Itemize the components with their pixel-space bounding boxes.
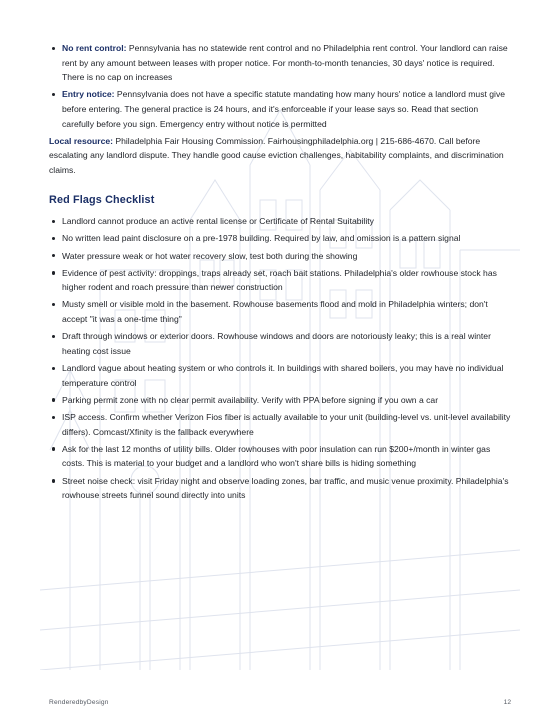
checklist-item: Parking permit zone with no clear permit availability. Verify with PPA before signing if you own a car	[49, 393, 511, 408]
rent-rules-list	[49, 41, 511, 131]
section-heading-red-flags: Red Flags Checklist	[49, 193, 155, 206]
checklist-item: Musty smell or visible mold in the basement. Rowhouse basements flood and mold in Philadelphia winters; don't accept "it was a one-time thing"	[49, 297, 511, 326]
checklist-item: Landlord cannot produce an active rental license or Certificate of Rental Suitability	[49, 214, 511, 229]
local-resource-text: Philadelphia Fair Housing Commission. Fairhousingphiladelphia.org | 215-686-4670. Call before escalating any landlord dispute. They handle good cause eviction challenges, habitability complaints, and discrimination claims.	[49, 135, 504, 175]
checklist-item: Street noise check: visit Friday night and observe loading zones, bar traffic, and music venue proximity. Philadelphia's rowhouse streets funnel sound directly into units	[49, 474, 511, 503]
checklist-item: Ask for the last 12 months of utility bills. Older rowhouses with poor insulation can run $200+/month in winter gas costs. This is material to your budget and a landlord who won't share bills is hiding something	[49, 442, 511, 471]
local-resource-label: Local resource:	[49, 135, 113, 146]
checklist-item: Draft through windows or exterior doors. Rowhouse windows and doors are notoriously leaky; this is a real winter heating cost issue	[49, 329, 511, 358]
list-item-text: Pennsylvania does not have a specific statute mandating how many hours' notice a landlord must give before entering. The general practice is 24 hours, and it's enforceable if your lease says so. Read that section carefully before you sign. Emergency entry without notice is permitted	[62, 89, 506, 129]
list-item-label: No rent control:	[62, 43, 127, 53]
list-item-label: Entry notice:	[62, 89, 115, 100]
list-item-rent-control	[49, 41, 511, 85]
checklist-item: Water pressure weak or hot water recovery slow, test both during the showing	[49, 249, 511, 264]
red-flags-checklist	[49, 214, 511, 503]
list-item-entry-notice	[49, 87, 511, 131]
checklist-item: Landlord vague about heating system or who controls it. In buildings with shared boilers, you may have no individual temperature control	[49, 361, 511, 390]
main-content	[49, 41, 511, 505]
page-number: 12	[503, 699, 511, 706]
checklist-item: Evidence of pest activity: droppings, traps already set, roach bait stations. Philadelphia's older rowhouse stock has higher rodent and roach pressure than newer construction	[49, 266, 511, 295]
checklist-item: No written lead paint disclosure on a pre-1978 building. Required by law, and omission is a pattern signal	[49, 231, 511, 246]
checklist-item: ISP access. Confirm whether Verizon Fios fiber is actually available to your unit (building-level vs. unit-level availability differs). Comcast/Xfinity is the fallback everywhere	[49, 410, 511, 439]
local-resource-paragraph	[49, 134, 511, 178]
footer-brand: RenderedbyDesign	[49, 699, 109, 706]
list-item-text: Pennsylvania has no statewide rent control and no Philadelphia rent control. Your landlord can raise rent by any amount between leases with proper notice. For month-to-month tenancies, 30 days' notice is required. There is no cap on increases	[62, 43, 508, 83]
